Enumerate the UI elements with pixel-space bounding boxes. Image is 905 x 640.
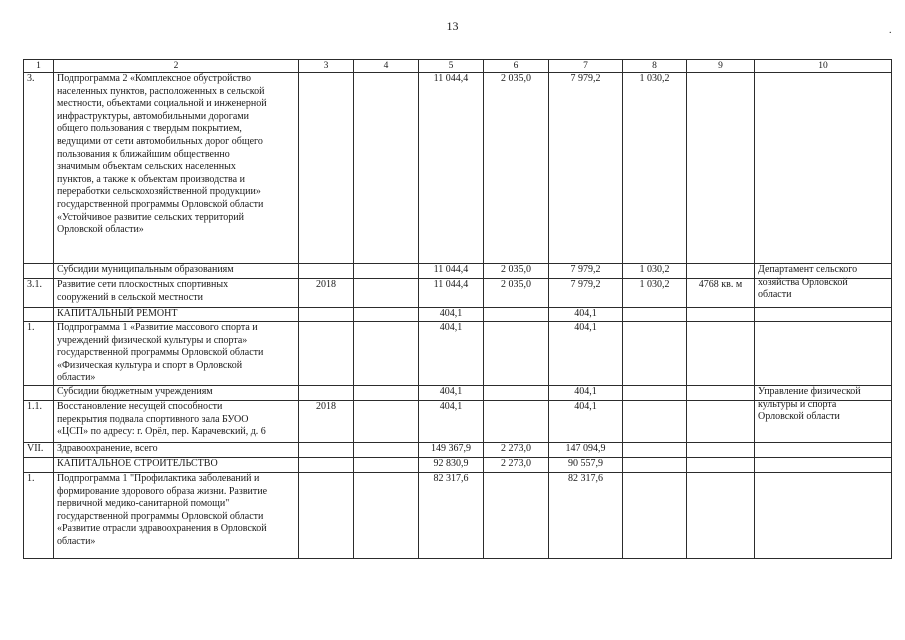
row-number: 3.1. — [24, 279, 54, 308]
responsible-cell — [755, 73, 892, 264]
column-header: 9 — [687, 60, 755, 73]
total-value: 92 830,9 — [419, 457, 484, 472]
col4-cell — [354, 322, 419, 386]
regional-value: 404,1 — [549, 322, 623, 386]
row-name-line: области» — [57, 372, 96, 384]
local-value — [623, 472, 687, 558]
total-value: 404,1 — [419, 385, 484, 400]
local-value — [623, 457, 687, 472]
responsible-cell — [755, 308, 892, 322]
row-name-line: КАПИТАЛЬНЫЙ РЕМОНТ — [57, 308, 178, 319]
row-name-line: Орловской области» — [57, 224, 144, 236]
edge-mark: . — [889, 25, 892, 36]
year-cell: 2018 — [299, 279, 354, 308]
capacity-value — [687, 472, 755, 558]
year-cell — [299, 457, 354, 472]
local-value — [623, 442, 687, 457]
year-cell — [299, 308, 354, 322]
col4-cell — [354, 442, 419, 457]
total-value: 11 044,4 — [419, 264, 484, 279]
column-header: 7 — [549, 60, 623, 73]
row-name — [54, 279, 299, 308]
row-number — [24, 308, 54, 322]
row-name-line: Подпрограмма 2 «Комплексное обустройство — [57, 73, 251, 84]
table-row — [24, 400, 892, 442]
total-value: 404,1 — [419, 308, 484, 322]
table-row — [24, 279, 892, 308]
column-header: 8 — [623, 60, 687, 73]
capacity-value — [687, 264, 755, 279]
row-name-line: формирование здорового образа жизни. Развитие — [57, 485, 268, 497]
total-value: 11 044,4 — [419, 279, 484, 308]
capacity-value — [687, 73, 755, 264]
federal-value: 2 035,0 — [484, 73, 549, 264]
responsible-cell — [755, 279, 892, 308]
column-header: 2 — [54, 60, 299, 73]
federal-value: 2 273,0 — [484, 457, 549, 472]
regional-value: 404,1 — [549, 308, 623, 322]
row-name-line: Субсидии муниципальным образованиям — [57, 264, 234, 275]
col4-cell — [354, 457, 419, 472]
row-number — [24, 385, 54, 400]
row-name — [54, 457, 299, 472]
regional-value: 7 979,2 — [549, 73, 623, 264]
row-name-line: переработки сельскохозяйственной продукции» — [57, 186, 261, 198]
total-value: 11 044,4 — [419, 73, 484, 264]
row-name-line: КАПИТАЛЬНОЕ СТРОИТЕЛЬСТВО — [57, 457, 218, 469]
responsible-cell — [755, 472, 892, 558]
row-name-line: местности, объектами социальной и инженерной — [57, 98, 267, 110]
local-value: 1 030,2 — [623, 264, 687, 279]
regional-value: 7 979,2 — [549, 279, 623, 308]
regional-value: 404,1 — [549, 400, 623, 442]
responsible-text: Департамент сельского хозяйства Орловской области — [758, 264, 858, 301]
row-name-line: Восстановление несущей способности — [57, 400, 223, 412]
column-header: 1 — [24, 60, 54, 73]
column-number-row — [24, 60, 892, 73]
year-cell — [299, 472, 354, 558]
regional-value: 7 979,2 — [549, 264, 623, 279]
row-name-line: области» — [57, 535, 96, 547]
column-header: 10 — [755, 60, 892, 73]
total-value: 404,1 — [419, 322, 484, 386]
col4-cell — [354, 73, 419, 264]
responsible-text: Управление физической культуры и спорта Орловской области — [758, 385, 861, 423]
row-name-line: «Физическая культура и спорт в Орловской — [57, 359, 243, 371]
row-name-line: сооружений в сельской местности — [57, 291, 203, 303]
local-value — [623, 308, 687, 322]
col4-cell — [354, 264, 419, 279]
row-name — [54, 385, 299, 400]
total-value: 82 317,6 — [419, 472, 484, 558]
row-name-line: Подпрограмма 1 «Развитие массового спорта и — [57, 322, 258, 333]
capacity-value — [687, 400, 755, 442]
row-name — [54, 308, 299, 322]
row-name-line: Субсидии бюджетным учреждениям — [57, 385, 213, 397]
row-name-line: «ЦСП» по адресу: г. Орёл, пер. Карачевский, д. 6 — [57, 426, 266, 438]
row-name-line: значимым объектам сельских населенных — [57, 161, 236, 173]
federal-value — [484, 308, 549, 322]
local-value — [623, 322, 687, 386]
row-name-line: инфраструктуры, автомобильными дорогами — [57, 110, 249, 122]
responsible-cell — [755, 457, 892, 472]
table-row — [24, 457, 892, 472]
responsible-cell — [755, 264, 892, 301]
row-number: 1. — [24, 472, 54, 558]
responsible-cell — [755, 442, 892, 457]
table-row — [24, 385, 892, 400]
budget-table — [23, 59, 892, 559]
row-name-line: государственной программы Орловской области — [57, 198, 264, 210]
row-name — [54, 442, 299, 457]
column-header: 6 — [484, 60, 549, 73]
row-name-line: государственной программы Орловской области — [57, 347, 264, 359]
capacity-value — [687, 442, 755, 457]
row-number: 1.1. — [24, 400, 54, 442]
year-cell — [299, 385, 354, 400]
row-name-line: учреждений физической культуры и спорта» — [57, 334, 248, 346]
row-name-line: общего пользования с твердым покрытием, — [57, 123, 242, 135]
federal-value — [484, 472, 549, 558]
federal-value — [484, 400, 549, 442]
capacity-value — [687, 457, 755, 472]
capacity-value: 4768 кв. м — [687, 279, 755, 308]
row-name — [54, 264, 299, 279]
table-row — [24, 322, 892, 386]
row-name-line: «Устойчивое развитие сельских территорий — [57, 211, 244, 223]
row-number: 3. — [24, 73, 54, 264]
total-value: 149 367,9 — [419, 442, 484, 457]
regional-value: 90 557,9 — [549, 457, 623, 472]
col4-cell — [354, 400, 419, 442]
federal-value — [484, 322, 549, 386]
row-name — [54, 400, 299, 442]
federal-value: 2 273,0 — [484, 442, 549, 457]
capacity-value — [687, 308, 755, 322]
responsible-cell — [755, 322, 892, 386]
row-name-line: Подпрограмма 1 "Профилактика заболеваний и — [57, 472, 260, 484]
table-row — [24, 73, 892, 264]
responsible-cell — [755, 400, 892, 442]
col4-cell — [354, 308, 419, 322]
row-name-line: населенных пунктов, расположенных в сельской — [57, 85, 265, 97]
regional-value: 404,1 — [549, 385, 623, 400]
col4-cell — [354, 385, 419, 400]
column-header: 3 — [299, 60, 354, 73]
federal-value: 2 035,0 — [484, 264, 549, 279]
row-name-line: пользования к ближайшим общественно — [57, 148, 230, 160]
row-number — [24, 264, 54, 279]
year-cell — [299, 264, 354, 279]
responsible-cell — [755, 385, 892, 423]
table-row — [24, 264, 892, 279]
local-value: 1 030,2 — [623, 279, 687, 308]
row-name-line: перекрытия подвала спортивного зала БУОО — [57, 413, 249, 425]
capacity-value — [687, 322, 755, 386]
row-number — [24, 457, 54, 472]
col4-cell — [354, 472, 419, 558]
row-name-line: первичной медико-санитарной помощи" — [57, 498, 230, 510]
row-name-line: Здравоохранение, всего — [57, 442, 158, 454]
local-value: 1 030,2 — [623, 73, 687, 264]
year-cell — [299, 322, 354, 386]
row-name-line: ведущими от сети автомобильных дорог общего — [57, 135, 263, 147]
table-row — [24, 472, 892, 558]
year-cell — [299, 73, 354, 264]
local-value — [623, 400, 687, 442]
row-name — [54, 322, 299, 386]
row-name-line: Развитие сети плоскостных спортивных — [57, 279, 229, 290]
capacity-value — [687, 385, 755, 400]
column-header: 5 — [419, 60, 484, 73]
row-name — [54, 73, 299, 264]
federal-value — [484, 385, 549, 400]
table-row — [24, 442, 892, 457]
year-cell: 2018 — [299, 400, 354, 442]
table-row — [24, 308, 892, 322]
row-number: VII. — [24, 442, 54, 457]
regional-value: 147 094,9 — [549, 442, 623, 457]
regional-value: 82 317,6 — [549, 472, 623, 558]
federal-value: 2 035,0 — [484, 279, 549, 308]
row-name — [54, 472, 299, 558]
row-name-line: пунктов, а также к объектам производства и — [57, 173, 245, 185]
local-value — [623, 385, 687, 400]
row-name-line: государственной программы Орловской области — [57, 510, 264, 522]
column-header: 4 — [354, 60, 419, 73]
col4-cell — [354, 279, 419, 308]
row-name-line: «Развитие отрасли здравоохранения в Орловской — [57, 523, 267, 535]
page-number: 13 — [446, 19, 459, 33]
year-cell — [299, 442, 354, 457]
total-value: 404,1 — [419, 400, 484, 442]
row-number: 1. — [24, 322, 54, 386]
